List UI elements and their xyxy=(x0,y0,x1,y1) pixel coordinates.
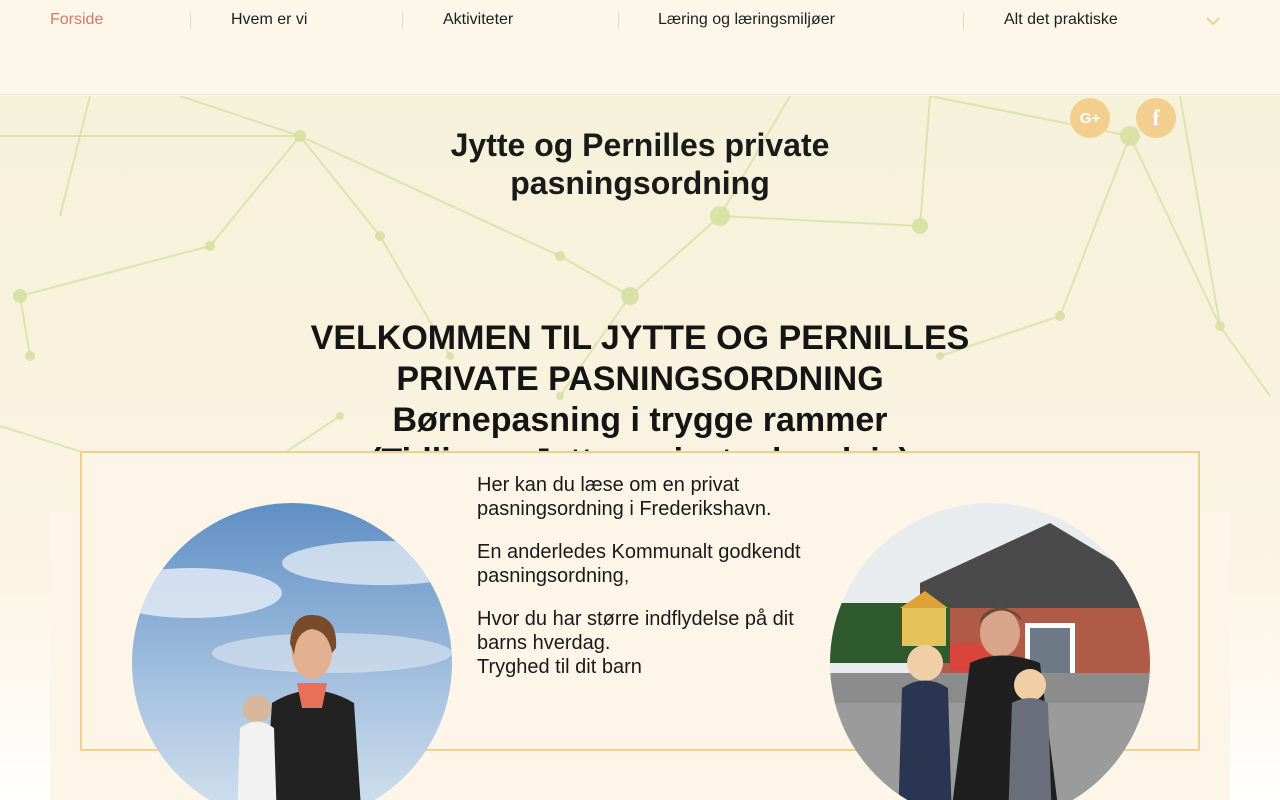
nav-item-hvem-er-vi[interactable]: Hvem er vi xyxy=(231,11,308,28)
intro-text xyxy=(477,473,817,698)
photo-children-playground xyxy=(830,503,1150,800)
nav-divider xyxy=(618,12,619,30)
facebook-button[interactable] xyxy=(1136,98,1176,138)
google-plus-button[interactable] xyxy=(1070,98,1110,138)
main-navigation xyxy=(0,0,1280,95)
nav-item-aktiviteter[interactable]: Aktiviteter xyxy=(443,11,514,28)
nav-divider xyxy=(402,12,403,30)
intro-paragraph: Hvor du har større indflydelse på dit barns hverdag. xyxy=(477,608,794,654)
site-title xyxy=(420,126,860,202)
welcome-line: PRIVATE PASNINGSORDNING xyxy=(396,360,884,398)
nav-item-alt-det-praktiske[interactable]: Alt det praktiske xyxy=(1004,11,1118,28)
photo-caregiver-outdoors xyxy=(132,503,452,800)
site-title-line: pasningsordning xyxy=(510,165,770,201)
intro-paragraph: Her kan du læse om en privat pasningsordning i Frederikshavn. xyxy=(477,474,772,520)
nav-divider xyxy=(963,12,964,30)
facebook-icon: f xyxy=(1152,105,1160,130)
welcome-line: VELKOMMEN TIL JYTTE OG PERNILLES xyxy=(310,319,970,357)
intro-panel xyxy=(80,451,1200,751)
chevron-down-icon[interactable] xyxy=(1204,12,1222,30)
nav-item-forside[interactable]: Forside xyxy=(50,11,104,28)
welcome-subtitle: Børnepasning i trygge rammer xyxy=(392,401,888,439)
nav-item-laering[interactable]: Læring og læringsmiljøer xyxy=(658,11,835,28)
intro-paragraph: Tryghed til dit barn xyxy=(477,656,642,678)
google-plus-icon: G+ xyxy=(1079,109,1101,127)
intro-paragraph: En anderledes Kommunalt godkendt pasningsordning, xyxy=(477,541,801,587)
site-title-line: Jytte og Pernilles private xyxy=(450,127,830,163)
nav-divider xyxy=(190,12,191,30)
